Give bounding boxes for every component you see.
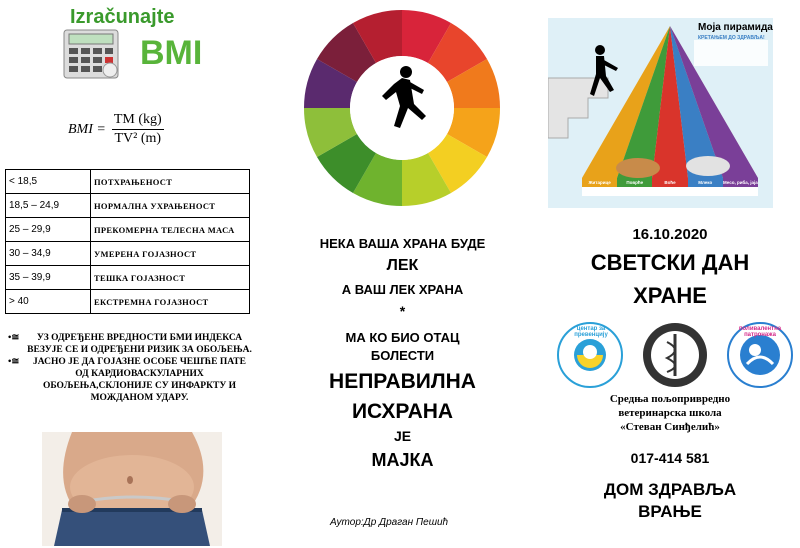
pyramid-subtitle: КРЕТАЊЕМ ДО ЗДРАВЉА! [698, 35, 765, 41]
bmi-range: 35 – 39,9 [6, 266, 91, 290]
bmi-category: УМЕРЕНА ГОЈАЗНОСТ [91, 242, 250, 266]
obese-belly-photo [42, 432, 222, 546]
bmi-range: < 18,5 [6, 170, 91, 194]
slogan-line-9: МАЈКА [371, 450, 434, 470]
table-row [6, 290, 250, 314]
phone-number: 017-414 581 [630, 450, 710, 466]
slogan-line-1: НЕКА ВАША ХРАНА БУДЕ [319, 236, 486, 251]
table-row [6, 266, 250, 290]
bmi-header [60, 6, 230, 76]
food-pyramid-poster [548, 18, 773, 208]
pyramid-band: Воће [652, 178, 687, 187]
bmi-category: НОРМАЛНА УХРАЊЕНОСТ [91, 194, 250, 218]
slogan-line-7: ИСХРАНА [351, 400, 454, 423]
table-row [6, 218, 250, 242]
pyramid-band: Житарице [582, 178, 617, 187]
slogan-line-2: ЛЕК [386, 257, 419, 274]
prevention-center-text: центар за превенцију [574, 326, 608, 338]
event-title-2: ХРАНЕ [633, 283, 707, 308]
table-row [6, 242, 250, 266]
bmi-category: ПРЕКОМЕРНА ТЕЛЕСНА МАСА [91, 218, 250, 242]
school-line-3: «Стеван Синђелић» [620, 421, 720, 433]
slogan-line-4: МА КО БИО ОТАЦ [345, 330, 460, 345]
bmi-title-top: Izračunajte [70, 6, 175, 28]
formula-denominator: TV² (m) [114, 131, 162, 146]
note-bullet: •≅ [8, 333, 20, 343]
slogan-line-5: БОЛЕСТИ [370, 348, 435, 363]
bmi-table [5, 169, 250, 314]
org-name-1: ДОМ ЗДРАВЉА [603, 480, 737, 499]
pyramid-band: Месо, риба, јаја [723, 180, 758, 185]
event-title-1: СВЕТСКИ ДАН [590, 250, 750, 275]
logos-row [555, 320, 795, 390]
school-line-1: Средња пољопривредно [609, 393, 731, 405]
formula-lhs: BMI = [68, 121, 106, 137]
note-1: УЗ ОДРЕЂЕНЕ ВРЕДНОСТИ БМИ ИНДЕКСА ВЕЗУЈЕ СЕ И ОДРЕЂЕНИ РИЗИК ЗА ОБОЉЕЊА. [27, 333, 252, 355]
slogan-line-3: А ВАШ ЛЕК ХРАНА [341, 282, 464, 297]
bmi-notes [8, 332, 253, 404]
calculator-icon [60, 26, 122, 82]
bmi-range: 18,5 – 24,9 [6, 194, 91, 218]
note-bullet: •≅ [8, 357, 20, 367]
fruit-vegetable-wheel [302, 8, 502, 208]
table-row [6, 170, 250, 194]
event-date: 16.10.2020 [632, 226, 708, 243]
pyramid-title: Моја пирамида [698, 22, 773, 33]
health-center-emblem [643, 323, 707, 387]
bmi-range: 25 – 29,9 [6, 218, 91, 242]
bmi-category: ПОТХРАЊЕНОСТ [91, 170, 250, 194]
org-name-2: ВРАЊЕ [638, 502, 702, 521]
bmi-category: ЕКСТРЕМНА ГОЈАЗНОСТ [91, 290, 250, 314]
slogan-line-6: НЕПРАВИЛНА [329, 370, 476, 393]
pyramid-band: Поврће [617, 178, 652, 187]
note-2: ЈАСНО ЈЕ ДА ГОЈАЗНЕ ОСОБЕ ЧЕШЋЕ ПАТЕ ОД КАРДИОВАСКУЛАРНИХ ОБОЉЕЊА,СКЛОНИЈЕ СУ ИНФАРКТУ И МОЖДАНОМ УДАРУ. [33, 357, 246, 403]
pyramid-legend [582, 178, 758, 187]
pyramid-band: Млеко [688, 178, 723, 187]
slogan-star: * [399, 303, 406, 319]
bmi-range: 30 – 34,9 [6, 242, 91, 266]
school-line-2: ветеринарска школа [618, 407, 722, 419]
bmi-title-main: BMI [140, 34, 203, 72]
slogan-line-8: ЈЕ [393, 428, 412, 444]
author-credit: Аутор:Др Драган Пешић [330, 517, 449, 528]
table-row [6, 194, 250, 218]
bmi-formula [68, 112, 164, 147]
bmi-category: ТЕШКА ГОЈАЗНОСТ [91, 266, 250, 290]
formula-numerator: TM (kg) [112, 112, 164, 130]
home-nursing-text: поливалентна патронажа [738, 326, 782, 338]
bmi-range: > 40 [6, 290, 91, 314]
